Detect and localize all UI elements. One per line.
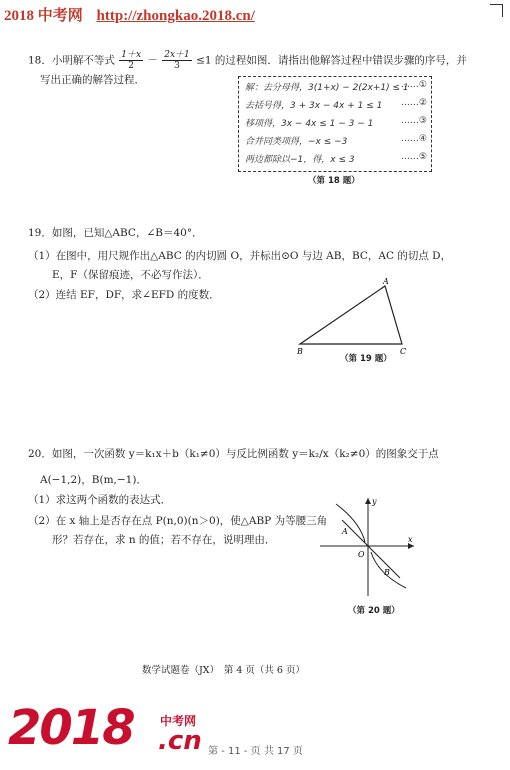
- q19-caption: （第 19 题）: [340, 354, 392, 364]
- solution-step-3: 移项得，3x − 4x ≤ 1 − 3 − 1: [245, 119, 374, 129]
- point-a-label: A: [342, 527, 348, 536]
- y-axis-arrow-icon: [365, 498, 371, 504]
- q18-stem: [28, 50, 467, 71]
- q20-part2-a: （2）在 x 轴上是否存在点 P(n,0)(n＞0)，使△ABP 为等腰三角: [28, 515, 328, 527]
- q19-part1-a: （1）在图中，用尺规作出△ABC 的内切圆 O，并标出⊙O 与边 AB，BC，AC 的切点 D，: [28, 250, 452, 262]
- step-number-2: ……②: [400, 98, 427, 108]
- q18-caption: （第 18 题）: [308, 176, 360, 186]
- q19-part1-b: E，F（保留痕迹，不必写作法）．: [52, 269, 209, 281]
- site-logo-cn: .cn: [158, 726, 202, 756]
- vertex-c-label: C: [400, 347, 407, 356]
- step-number-3: ……③: [400, 116, 427, 126]
- vertex-b-label: B: [297, 347, 303, 356]
- q18-minus: －: [147, 54, 158, 67]
- q18-inequality: ≤1: [196, 54, 212, 67]
- linear-function-line: [342, 520, 400, 578]
- origin-label: O: [358, 550, 365, 559]
- q20-part1: （1）求这两个函数的表达式．: [28, 494, 172, 506]
- q18-fraction-2: $\frac{2x+1}{3}$: [164, 50, 190, 71]
- q20-part2-b: 形？若存在，求 n 的值；若不存在，说明理由．: [52, 534, 276, 546]
- site-name: 2018 中考网: [4, 8, 83, 24]
- site-url-link[interactable]: http://zhongkao.2018.cn/: [96, 8, 255, 24]
- q19-title: 19．如图，已知△ABC，∠B＝40°．: [28, 227, 203, 239]
- solution-step-1: 解：去分母得，3(1+x) − 2(2x+1) ≤ 1: [245, 83, 409, 93]
- q20-line2: A(−1,2)，B(m,−1)．: [40, 474, 147, 486]
- site-logo-zhongkaowang: 中考网: [160, 714, 197, 728]
- hyperbola-branch-upper-left: [336, 504, 365, 542]
- q18-tail: 的过程如图．请指出他解答过程中错误步骤的序号，并: [214, 54, 467, 67]
- page-indicator: 第 - 11 - 页 共 17 页: [208, 746, 303, 757]
- q18-solution-box: [238, 76, 432, 172]
- q20-title: 20．如图，一次函数 y＝k₁x＋b（k₁≠0）与反比例函数 y＝k₂/x（k₂≠0）的图象交于点: [28, 448, 439, 460]
- step-number-5: ……⑤: [400, 152, 427, 162]
- site-header: [4, 4, 255, 25]
- solution-step-2: 去括号得，3 + 3x − 4x + 1 ≤ 1: [245, 101, 383, 111]
- q18-intro: 18．小明解不等式: [28, 54, 115, 67]
- q18-fraction-1: $\frac{1+x}{2}$: [121, 50, 142, 71]
- page-footer: 数学试题卷（JX） 第 4 页（共 6 页）: [142, 665, 305, 676]
- step-number-4: ……④: [400, 134, 427, 144]
- q20-caption: （第 20 题）: [348, 606, 400, 616]
- solution-step-4: 合并同类项得，−x ≤ −3: [245, 137, 348, 147]
- q20-function-graph: [316, 494, 420, 600]
- q18-line2: 写出正确的解答过程．: [40, 74, 145, 86]
- step-number-1: ……①: [400, 80, 427, 90]
- y-axis-label: y: [372, 497, 377, 506]
- vertex-a-label: A: [383, 277, 389, 286]
- corner-mark: [490, 4, 503, 17]
- q19-part2: （2）连结 EF，DF，求∠EFD 的度数．: [28, 289, 220, 301]
- point-b-label: B: [384, 568, 390, 577]
- x-axis-label: x: [408, 535, 413, 544]
- site-logo-2018: 2018: [8, 700, 134, 756]
- solution-step-5: 两边都除以−1，得，x ≤ 3: [245, 155, 355, 165]
- triangle-abc: [300, 286, 402, 344]
